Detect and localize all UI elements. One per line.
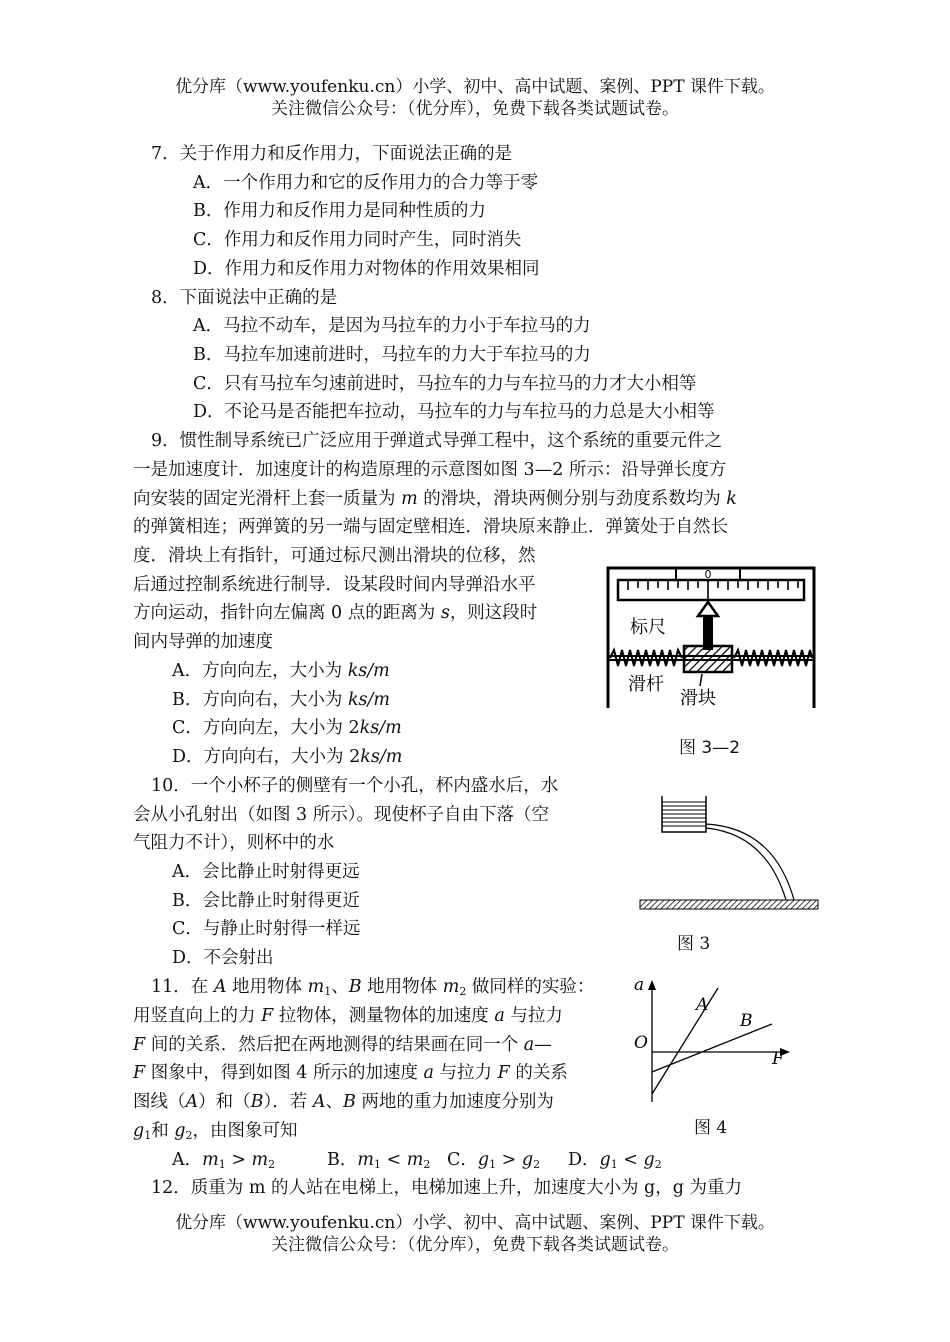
q11-line-4: F 图象中，得到如图 4 所示的加速度 a 与拉力 F 的关系 (133, 1063, 568, 1083)
q9-option-a: A．方向向左，大小为 ks/m (172, 661, 390, 681)
q11-line-2: 用竖直向上的力 F 拉物体，测量物体的加速度 a 与拉力 (133, 1006, 563, 1026)
axis-f-label: F (772, 1049, 784, 1069)
q10-option-a: A．会比静止时射得更远 (172, 862, 360, 882)
q9-line-2: 一是加速度计．加速度计的构造原理的示意图如图 3—2 所示：沿导弹长度方 (133, 460, 727, 480)
q11-option-c: C．$g_1 > g_2$ (447, 1150, 541, 1171)
q12-line-1: 12．质重为 m 的人站在电梯上，电梯加速上升，加速度大小为 g，g 为重力 (151, 1178, 743, 1198)
q11-line-3: F 间的关系．然后把在两地测得的结果画在同一个 a— (133, 1035, 552, 1055)
q7-stem: 7．关于作用力和反作用力，下面说法正确的是 (151, 144, 513, 164)
origin-label: O (634, 1033, 648, 1053)
q8-option-b: B．马拉车加速前进时，马拉车的力大于车拉马的力 (193, 345, 591, 365)
q9-line-1: 9．惯性制导系统已广泛应用于弹道式导弹工程中，这个系统的重要元件之 (151, 431, 723, 451)
q7-option-d: D．作用力和反作用力对物体的作用效果相同 (193, 259, 540, 279)
block-label: 滑块 (680, 688, 716, 709)
q11-option-a: A．$m_1 > m_2$ (172, 1150, 276, 1171)
q8-stem: 8．下面说法中正确的是 (151, 288, 338, 308)
rod-label: 滑杆 (628, 674, 664, 695)
q10-option-c: C．与静止时射得一样远 (172, 919, 361, 939)
q7-option-c: C．作用力和反作用力同时产生，同时消失 (193, 230, 522, 250)
ruler-label: 标尺 (630, 617, 666, 638)
figure-3-2-caption: 图 3—2 (679, 738, 741, 758)
a-f-graph (626, 968, 796, 1108)
q9-line-4: 的弹簧相连；两弹簧的另一端与固定壁相连．滑块原来静止．弹簧处于自然长 (133, 517, 728, 537)
line-b-label: B (740, 1011, 753, 1031)
q9-line-3: 向安装的固定光滑杆上套一质量为 m 的滑块，滑块两侧分别与劲度系数均为 k (133, 489, 737, 509)
q7-option-b: B．作用力和反作用力是同种性质的力 (193, 201, 486, 221)
q7-option-a: A．一个作用力和它的反作用力的合力等于零 (193, 173, 539, 193)
footer-line-1: 优分库（www.youfenku.cn）小学、初中、高中试题、案例、PPT 课件下载。 (175, 1213, 775, 1233)
q11-option-d: D．$g_1 < g_2$ (568, 1150, 662, 1171)
q8-option-a: A．马拉不动车，是因为马拉车的力小于车拉马的力 (193, 316, 591, 336)
figure-4-caption: 图 4 (694, 1118, 728, 1138)
q10-line-2: 会从小孔射出（如图 3 所示）。现使杯子自由下落（空 (133, 805, 550, 825)
q10-option-b: B．会比静止时射得更近 (172, 891, 360, 911)
footer-line-2: 关注微信公众号：（优分库），免费下载各类试题试卷。 (271, 1235, 679, 1255)
q9-option-b: B．方向向右，大小为 ks/m (172, 690, 391, 710)
q11-line-1: 11．在 A 地用物体 $m_1$、B 地用物体 $m_2$ 做同样的实验： (151, 977, 595, 998)
ruler-zero-label: 0 (704, 568, 712, 581)
q10-line-3: 气阻力不计），则杯中的水 (133, 833, 335, 853)
q8-option-d: D．不论马是否能把车拉动，马拉车的力与车拉马的力总是大小相等 (193, 402, 715, 422)
q9-line-5: 度．滑块上有指针，可通过标尺测出滑块的位移，然 (133, 546, 536, 566)
accelerometer-figure (602, 562, 820, 712)
q10-line-1: 10．一个小杯子的侧壁有一个小孔，杯内盛水后，水 (151, 776, 559, 796)
q11-option-b: B．$m_1 < m_2$ (327, 1150, 431, 1171)
q11-line-5: 图线（A）和（B）．若 A、B 两地的重力加速度分别为 (133, 1092, 554, 1112)
q9-option-d: D．方向向右，大小为 2ks/m (172, 747, 403, 767)
q9-line-8: 间内导弹的加速度 (133, 632, 273, 652)
q11-line-6: $g_1$和 $g_2$，由图象可知 (133, 1121, 298, 1142)
header-line-2: 关注微信公众号：（优分库），免费下载各类试题试卷。 (271, 99, 679, 119)
axis-a-label: a (634, 975, 645, 995)
q9-option-c: C．方向向左，大小为 2ks/m (172, 718, 402, 738)
q8-option-c: C．只有马拉车匀速前进时，马拉车的力与车拉马的力才大小相等 (193, 374, 697, 394)
q9-line-7: 方向运动，指针向左偏离 0 点的距离为 s，则这段时 (133, 603, 538, 623)
figure-3-caption: 图 3 (677, 934, 711, 954)
line-a-label: A (696, 995, 709, 1015)
q10-option-d: D．不会射出 (172, 948, 274, 968)
header-line-1: 优分库（www.youfenku.cn）小学、初中、高中试题、案例、PPT 课件下载。 (175, 77, 775, 97)
q9-line-6: 后通过控制系统进行制导．设某段时间内导弹沿水平 (133, 575, 536, 595)
cup-figure (634, 788, 824, 918)
